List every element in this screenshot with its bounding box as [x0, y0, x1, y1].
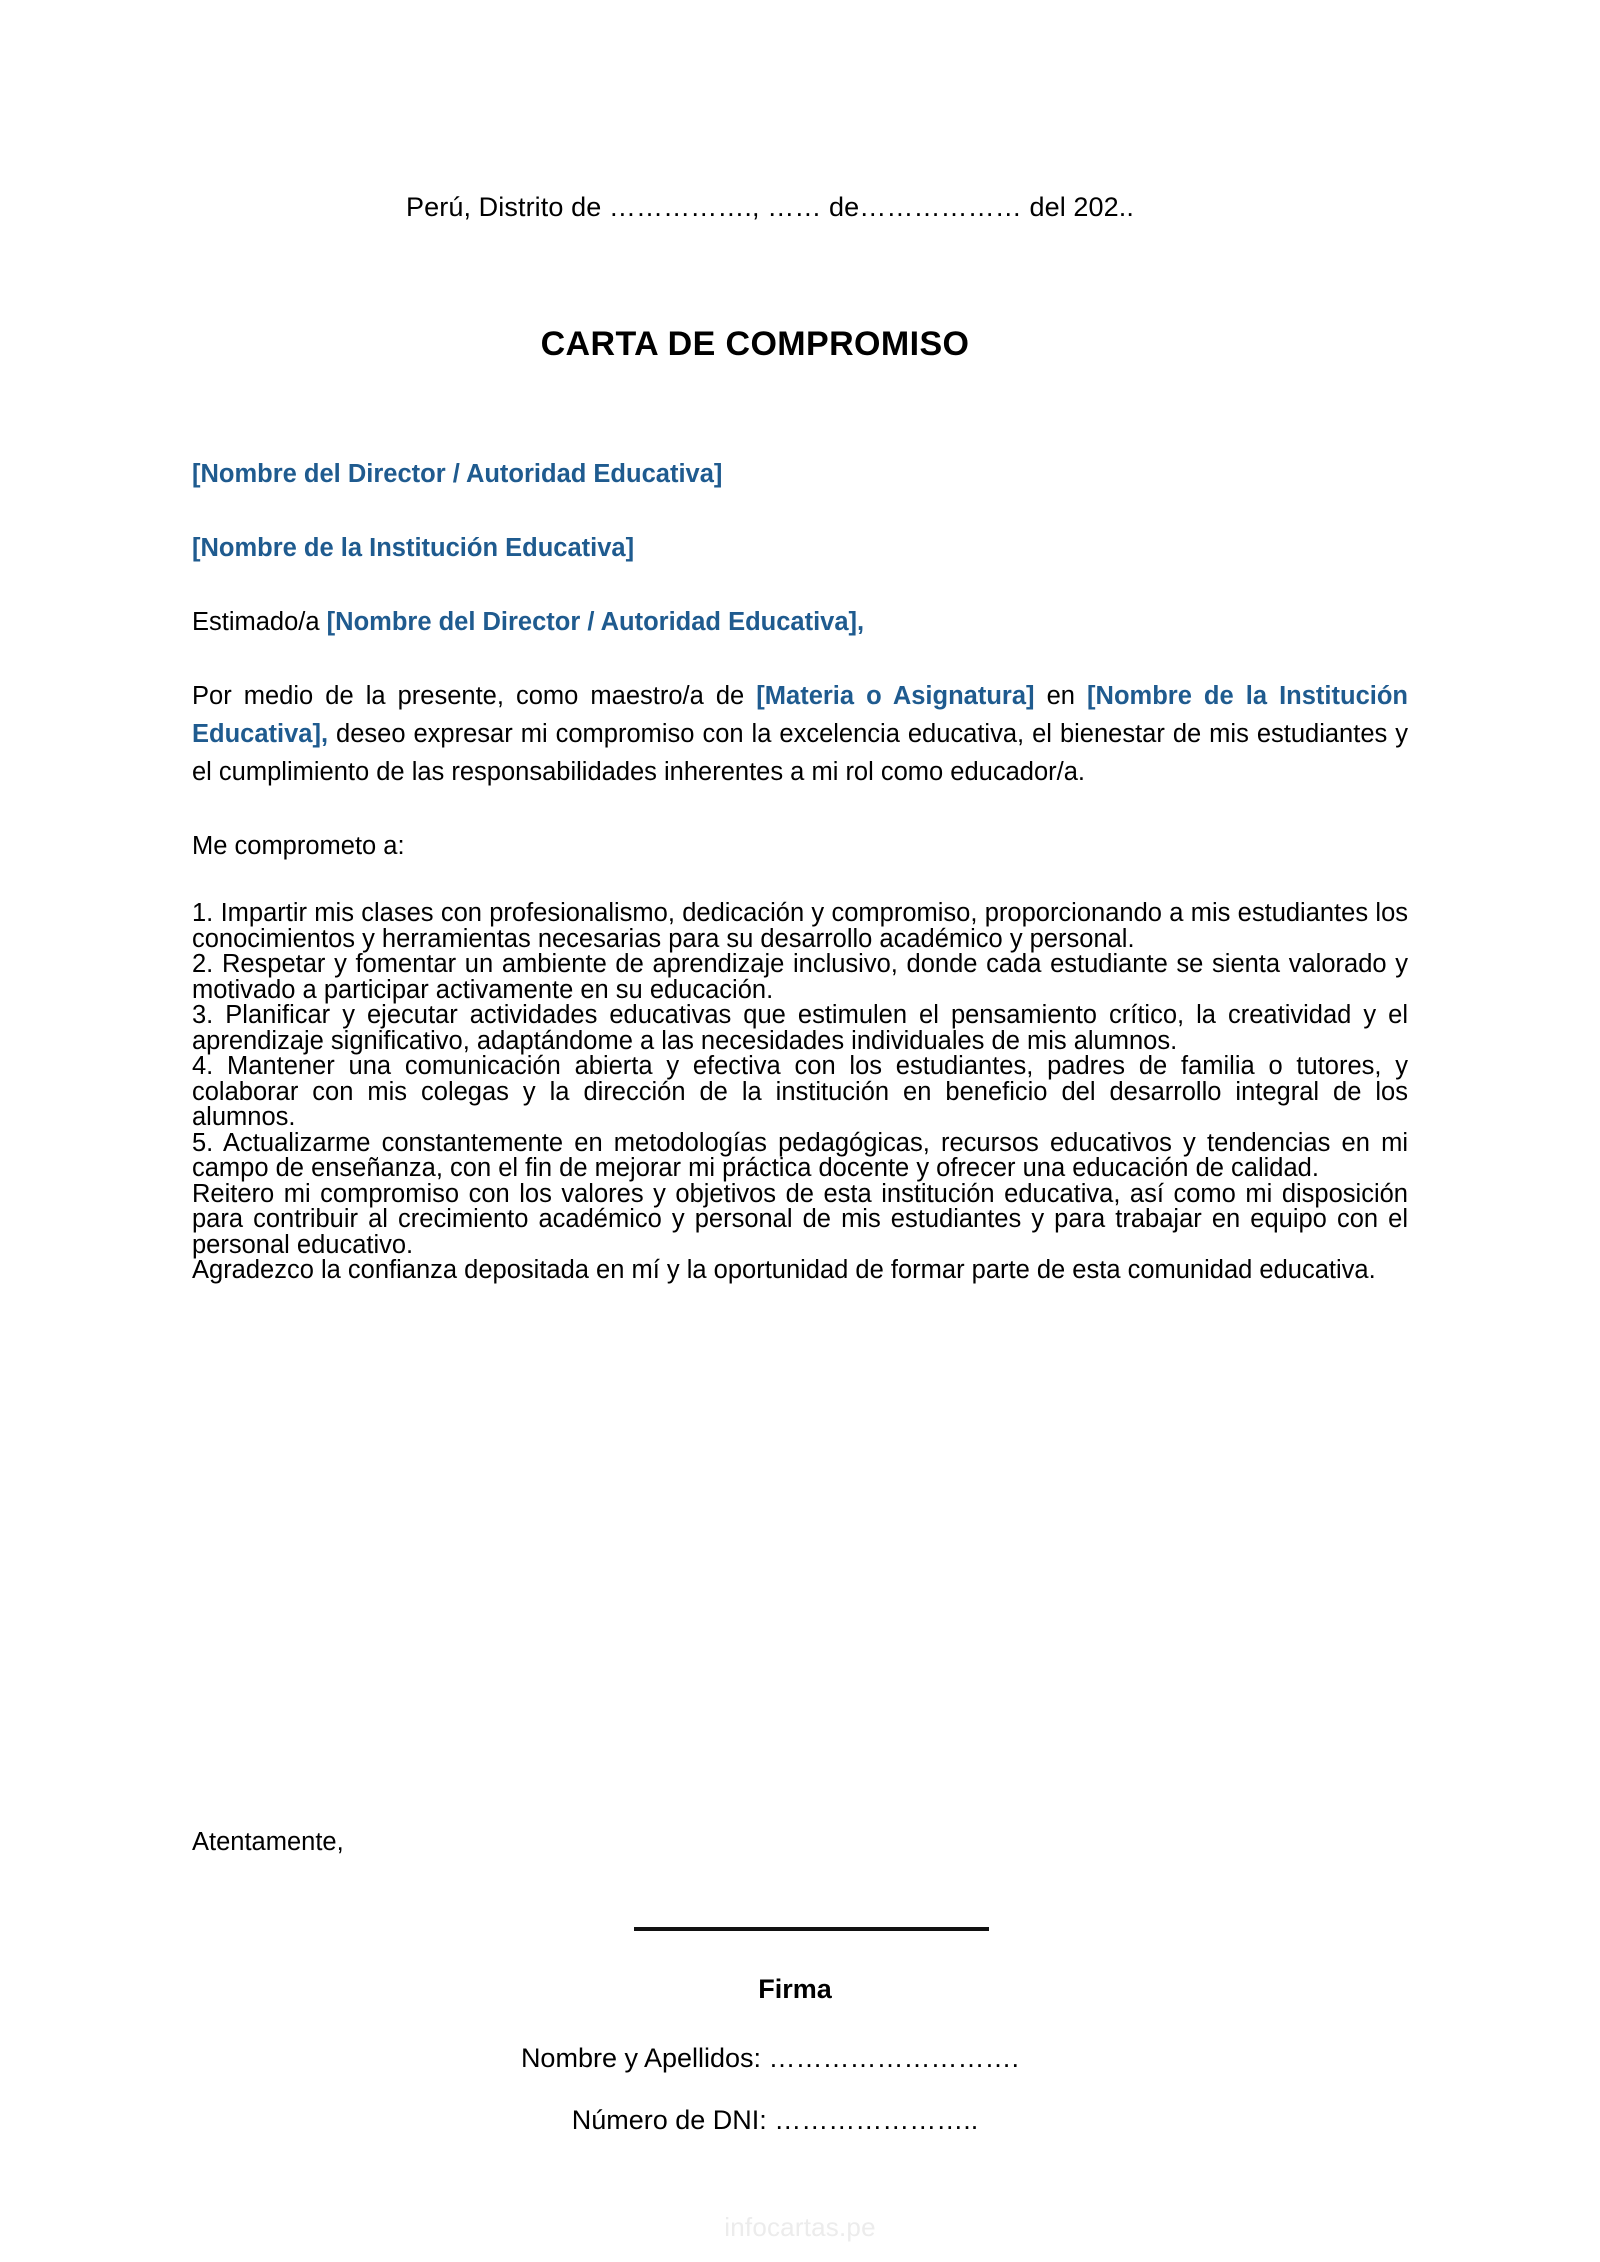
commitments-intro: Me comprometo a:	[192, 832, 405, 860]
commitment-item: 1. Impartir mis clases con profesionalismo, dedicación y compromiso, proporcionando a mis estudiantes los conocimientos y herramientas necesarias para su desarrollo académico y personal.	[192, 899, 1408, 953]
subject-placeholder: [Materia o Asignatura]	[756, 682, 1035, 710]
intro-paragraph	[192, 677, 1408, 791]
recipient-name: [Nombre del Director / Autoridad Educativa]	[192, 460, 723, 488]
watermark: infocartas.pe	[724, 2212, 876, 2242]
salutation-prefix: Estimado/a	[192, 608, 327, 636]
date-location-line	[0, 192, 1600, 223]
signature-line	[634, 1927, 989, 1931]
signature-label	[0, 1974, 1600, 2005]
salutation-placeholder: [Nombre del Director / Autoridad Educativa],	[326, 608, 865, 636]
sign-off: Atentamente,	[192, 1828, 344, 1856]
document-body	[192, 455, 1408, 1284]
commitment-item: 5. Actualizarme constantemente en metodologías pedagógicas, recursos educativos y tendencias en mi campo de enseñanza, con el fin de mejorar mi práctica docente y ofrecer una educación de calidad.	[192, 1128, 1408, 1182]
signature-label-text: Firma	[758, 1974, 832, 2004]
closing-paragraph: Reitero mi compromiso con los valores y objetivos de esta institución educativa, así como mi disposición para contribuir al crecimiento académico y personal de mis estudiantes y para trabajar en equipo con el personal educativo.	[192, 1179, 1408, 1259]
intro-part3: deseo expresar mi compromiso con la excelencia educativa, el bienestar de mis estudiantes y el cumplimiento de las responsabilidades inherentes a mi rol como educador/a.	[192, 720, 1408, 786]
institution-name: [Nombre de la Institución Educativa]	[192, 534, 635, 562]
commitment-item: 4. Mantener una comunicación abierta y efectiva con los estudiantes, padres de familia o tutores, y colaborar con mis colegas y la dirección de la institución en beneficio del desarrollo integral de los alumnos.	[192, 1052, 1408, 1131]
commitment-item: 3. Planificar y ejecutar actividades educativas que estimulen el pensamiento crítico, la creatividad y el aprendizaje significativo, adaptándome a las necesidades individuales de mis alumnos.	[192, 1001, 1408, 1055]
page-title-text: CARTA DE COMPROMISO	[540, 325, 970, 363]
date-location-text: Perú, Distrito de ……………., …… de……………… del 202..	[406, 192, 1134, 222]
intro-part1: Por medio de la presente, como maestro/a de	[192, 682, 757, 710]
dni-field-text: Número de DNI: …………………..	[571, 2105, 979, 2135]
dni-field	[0, 2105, 1600, 2136]
institution-placeholder: [Nombre de la Institución Educativa],	[192, 682, 1408, 748]
intro-part2: en	[1034, 682, 1088, 710]
name-field	[0, 2043, 1600, 2074]
page-title	[0, 325, 1600, 364]
salutation	[192, 603, 1408, 641]
commitment-item: 2. Respetar y fomentar un ambiente de aprendizaje inclusivo, donde cada estudiante se sienta valorado y motivado a participar activamente en su educación.	[192, 950, 1408, 1004]
name-field-text: Nombre y Apellidos: ……………………….	[520, 2043, 1020, 2073]
closing-paragraph: Agradezco la confianza depositada en mí y la oportunidad de formar parte de esta comunidad educativa.	[192, 1256, 1376, 1284]
